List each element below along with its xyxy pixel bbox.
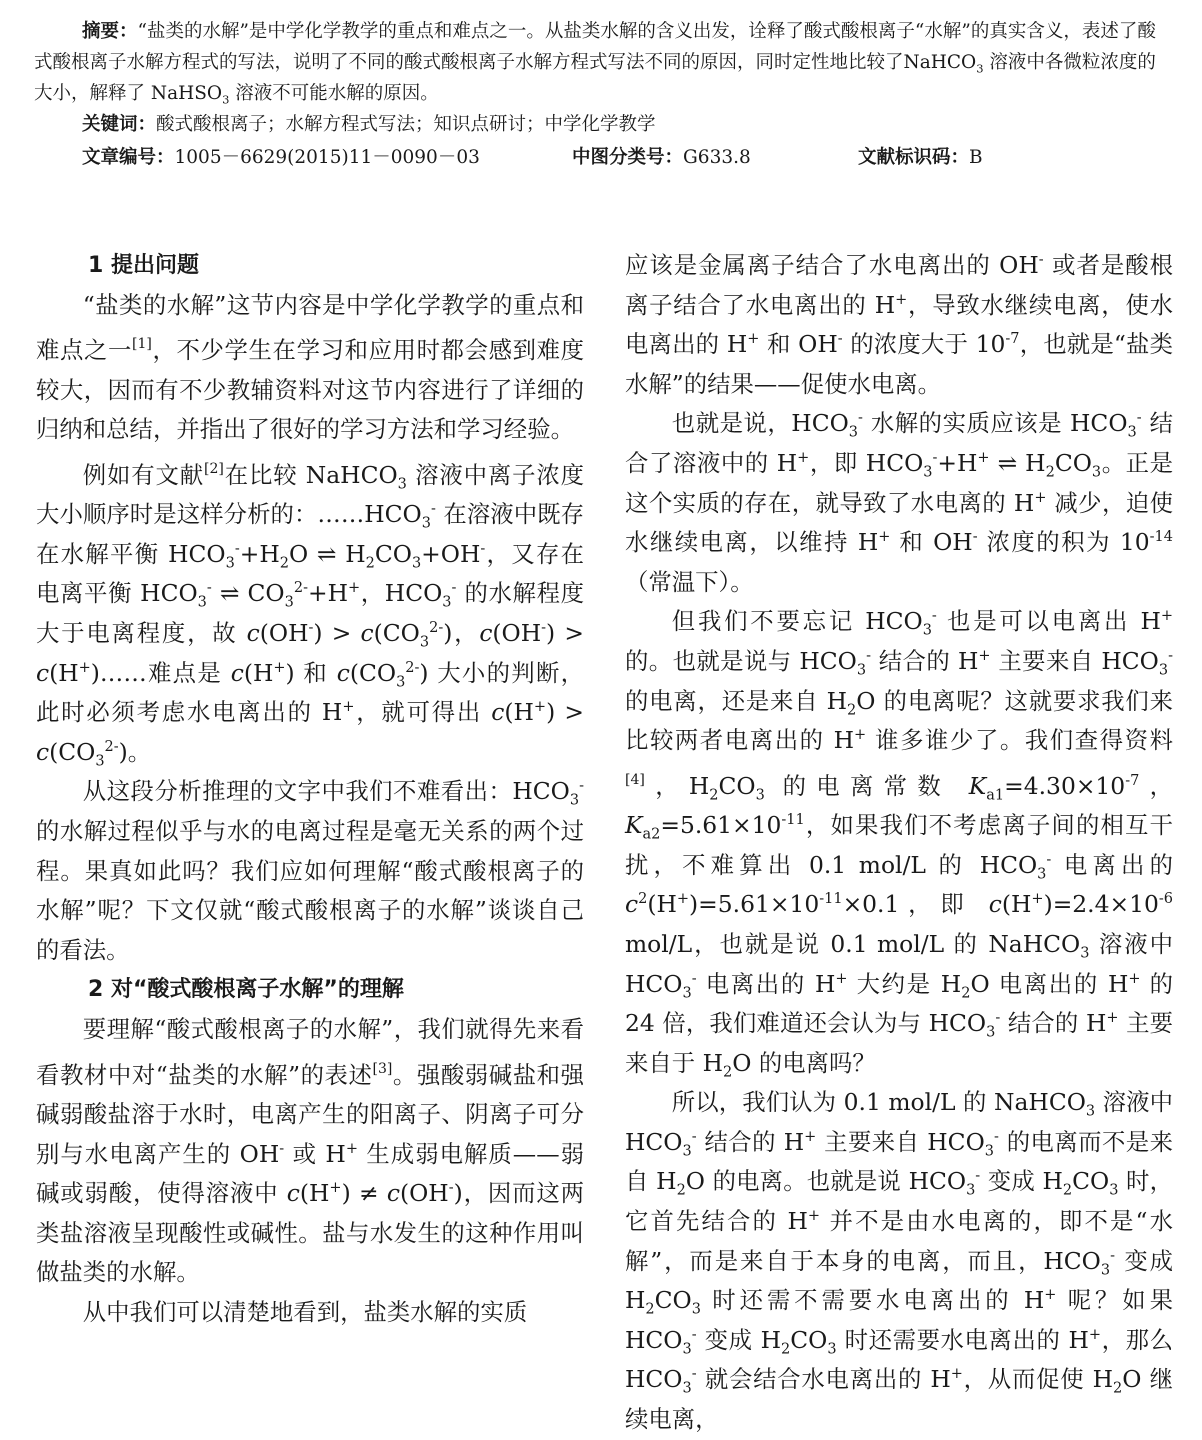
abstract-paragraph (34, 16, 1174, 109)
left-column (36, 246, 584, 1332)
body-paragraph: “盐类的水解”这节内容是中学化学教学的重点和难点之一[1]，不少学生在学习和应用时都会感到难度较大，因而有不少教辅资料对这节内容进行了详细的归纳和总结，并指出了很好的学习方法和学习经验。 (36, 290, 585, 444)
document-code (858, 142, 983, 173)
body-paragraph: 从这段分析推理的文字中我们不难看出：$HCO_3^-$ 的水解过程似乎与水的电离过程是毫无关系的两个过程。果真如此吗？我们应如何理解“酸式酸根离子的水解”呢？下文仅就“酸式酸根离子的水解”谈谈自己的看法。 (36, 777, 584, 964)
body-paragraph: 也就是说，$HCO_3^-$ 水解的实质应该是 $HCO_3^-$ 结合了溶液中的 H+，即 $HCO_3^-+H^+$ ⇌ $H_2CO_3$。正是这个实质的存在，就导致了水电离的 H+ 减少，迫使水继续电离，以维持 H+ 和 OH- 浓度的积为 $10^{-14}$（常温下）。 (625, 409, 1174, 596)
article-number-value: 1005－6629(2015)11－0090－03 (174, 147, 480, 168)
meta-row (34, 142, 1174, 175)
clc-value: G633.8 (683, 147, 751, 168)
section-heading: 1 提出问题 (88, 253, 199, 278)
body-paragraph: 例如有文献[2]在比较 NaHCO$_3$ 溶液中离子浓度大小顺序时是这样分析的：$\dots\dots HCO_3^-$ 在溶液中既存在水解平衡 $HCO_3^-+H_2O$ ⇌ $H_2CO_3+OH^-$，又存在电离平衡 $HCO_3^-$ ⇌ $CO_3^{2-}+H^+$，$HCO_3^-$ 的水解程度大于电离程度，故 $c(OH^-) > c(CO_3^{2-})$，c(OH-) > c(H+)……难点是 c(H+) 和 $c(CO_3^{2-})$ 大小的判断，此时必须考虑水电离出的 H+，就可得出 $c(H^+) > c(CO_3^{2-})$。 (36, 460, 585, 770)
keywords-line (34, 109, 1174, 140)
article-number (82, 142, 480, 173)
abstract-label: 摘要： (82, 21, 138, 42)
document-code-value: B (969, 147, 983, 168)
clc-number (572, 142, 751, 173)
document-code-label: 文献标识码： (858, 147, 970, 168)
right-column (625, 246, 1173, 1440)
clc-label: 中图分类号： (572, 147, 684, 168)
body-paragraph: 应该是金属离子结合了水电离出的 OH- 或者是酸根离子结合了水电离出的 H+，导致水继续电离，使水电离出的 H+ 和 OH- 的浓度大于 $10^{-7}$，也就是“盐类水解”的结果——促使水电离。 (625, 251, 1174, 398)
abstract-text: “盐类的水解”是中学化学教学的重点和难点之一。从盐类水解的含义出发，诠释了酸式酸根离子“水解”的真实含义，表述了酸式酸根离子水解方程式的写法，说明了不同的酸式酸根离子水解方程式写法不同的原因，同时定性地比较了NaHCO$_3$ 溶液中各微粒浓度的大小，解释了 NaHSO$_3$ 溶液不可能水解的原因。 (34, 21, 1156, 107)
abstract-block (34, 16, 1174, 175)
article-number-label: 文章编号： (82, 147, 175, 168)
keywords-label: 关键词： (82, 114, 157, 135)
body-paragraph: 但我们不要忘记 $HCO_3^-$ 也是可以电离出 H+ 的。也就是说与 $HCO_3^-$ 结合的 H+ 主要来自 $HCO_3^-$ 的电离，还是来自 $H_2O$ 的电离呢？这就要求我们来比较两者电离出的 H+ 谁多谁少了。我们查得资料[4]，$H_2CO_3$ 的电离常数 $K_{a1}=4.30\times 10^{-7}$，$K_{a2}=5.61\times 10^{-11}$，如果我们不考虑离子间的相互干扰，不难算出 0.1 mol/L 的 $HCO_3^-$ 电离出的 $c^2(H^+)=5.61\times 10^{-11}\times 0.1$，即 $c(H^+)=2.4\times 10^{-6}$ mol/L，也就是说 0.1 mol/L 的 NaHCO$_3$ 溶液中 $HCO_3^-$ 电离出的 H+ 大约是 $H_2O$ 电离出的 H+ 的 24 倍，我们难道还会认为与 $HCO_3^-$ 结合的 H+ 主要来自于 $H_2O$ 的电离吗？ (625, 607, 1174, 1081)
body-paragraph: 要理解“酸式酸根离子的水解”，我们就得先来看看教材中对“盐类的水解”的表述[3]。强酸弱碱盐和强碱弱酸盐溶于水时，电离产生的阳离子、阴离子可分别与水电离产生的 OH- 或 H+ 生成弱电解质——弱碱或弱酸，使得溶液中 c(H+) ≠ c(OH-)，因而这两类盐溶液呈现酸性或碱性。盐与水发生的这种作用叫做盐类的水解。 (36, 1014, 585, 1287)
section-heading: 2 对“酸式酸根离子水解”的理解 (88, 977, 404, 1003)
body-paragraph: 从中我们可以清楚地看到，盐类水解的实质 (82, 1297, 528, 1326)
keywords-text: 酸式酸根离子；水解方程式写法；知识点研讨；中学化学教学 (156, 114, 656, 135)
body-paragraph: 所以，我们认为 0.1 mol/L 的 NaHCO$_3$ 溶液中 $HCO_3^-$ 结合的 H+ 主要来自 $HCO_3^-$ 的电离而不是来自 $H_2O$ 的电离。也就是说 $HCO_3^-$ 变成 $H_2CO_3$ 时，它首先结合的 H+ 并不是由水电离的，即不是“水解”，而是来自于本身的电离，而且，$HCO_3^-$ 变成 $H_2CO_3$ 时还需不需要水电离出的 H+ 呢？如果 $HCO_3^-$ 变成 $H_2CO_3$ 时还需要水电离出的 H+，那么 $HCO_3^-$ 就会结合水电离出的 H+，从而促使 $H_2O$ 继续电离， (625, 1088, 1174, 1434)
